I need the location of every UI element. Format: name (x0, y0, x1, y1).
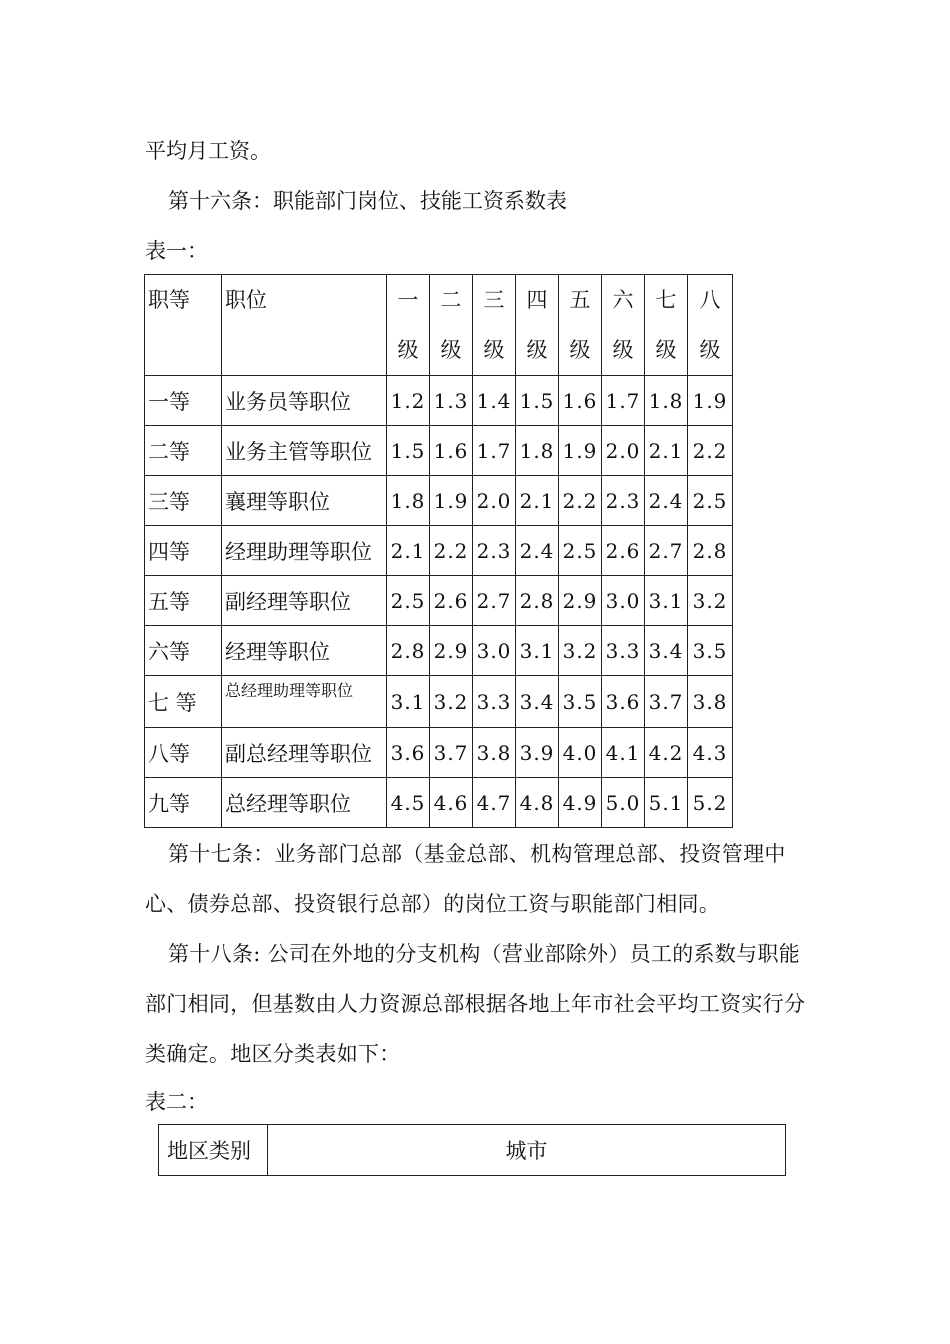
coefficient-cell: 2.2 (559, 476, 602, 526)
table-row (145, 728, 733, 778)
position-cell: 业务主管等职位 (222, 426, 387, 476)
position-cell: 经理助理等职位 (222, 526, 387, 576)
coefficient-cell: 1.4 (473, 376, 516, 426)
coefficient-cell: 3.5 (688, 626, 733, 676)
coefficient-cell: 2.2 (430, 526, 473, 576)
coefficient-cell: 4.8 (516, 778, 559, 828)
coefficient-cell: 2.9 (430, 626, 473, 676)
header-level-1 (387, 275, 430, 376)
coefficient-cell: 3.1 (387, 676, 430, 728)
coefficient-cell: 2.8 (387, 626, 430, 676)
coefficient-cell: 5.0 (602, 778, 645, 828)
position-cell: 襄理等职位 (222, 476, 387, 526)
level-suffix: 级 (655, 338, 677, 362)
coefficient-cell: 3.6 (387, 728, 430, 778)
level-number: 八 (699, 288, 721, 312)
coefficient-cell: 3.4 (645, 626, 688, 676)
coefficient-cell: 3.7 (430, 728, 473, 778)
coefficient-cell: 2.8 (688, 526, 733, 576)
level-suffix: 级 (397, 338, 419, 362)
coefficient-cell: 4.2 (645, 728, 688, 778)
rank-cell: 七 等 (145, 676, 222, 728)
coefficient-cell: 2.1 (387, 526, 430, 576)
salary-coefficient-table-body (145, 275, 733, 828)
coefficient-cell: 2.9 (559, 576, 602, 626)
article-17-paragraph: 第十七条：业务部门总部（基金总部、机构管理总部、投资管理中心、债券总部、投资银行总部）的岗位工资与职能部门相同。 (145, 842, 786, 916)
coefficient-cell: 5.1 (645, 778, 688, 828)
coefficient-cell: 2.7 (645, 526, 688, 576)
rank-cell: 六等 (145, 626, 222, 676)
coefficient-cell: 2.6 (602, 526, 645, 576)
header-level-6 (602, 275, 645, 376)
coefficient-cell: 1.9 (688, 376, 733, 426)
coefficient-cell: 4.3 (688, 728, 733, 778)
coefficient-cell: 2.3 (602, 476, 645, 526)
table-row (145, 676, 733, 728)
rank-cell: 一等 (145, 376, 222, 426)
coefficient-cell: 4.1 (602, 728, 645, 778)
level-suffix: 级 (483, 338, 505, 362)
coefficient-cell: 3.2 (688, 576, 733, 626)
coefficient-cell: 1.3 (430, 376, 473, 426)
rank-cell: 五等 (145, 576, 222, 626)
coefficient-cell: 4.5 (387, 778, 430, 828)
header-rank (145, 275, 222, 376)
coefficient-cell: 4.0 (559, 728, 602, 778)
coefficient-cell: 2.2 (688, 426, 733, 476)
position-cell: 业务员等职位 (222, 376, 387, 426)
header-level-4 (516, 275, 559, 376)
coefficient-cell: 4.9 (559, 778, 602, 828)
article-18-paragraph: 第十八条: 公司在外地的分支机构（营业部除外）员工的系数与职能部门相同，但基数由人力资源总部根据各地上年市社会平均工资实行分类确定。地区分类表如下： (145, 942, 806, 1066)
coefficient-cell: 2.5 (688, 476, 733, 526)
rank-cell: 三等 (145, 476, 222, 526)
position-cell: 总经理助理等职位 (222, 676, 387, 728)
header-rank-label: 职等 (148, 288, 190, 312)
header-region-category: 地区类别 (159, 1125, 268, 1176)
rank-cell: 九等 (145, 778, 222, 828)
position-cell: 总经理等职位 (222, 778, 387, 828)
level-number: 五 (569, 288, 591, 312)
level-number: 四 (526, 288, 548, 312)
paragraph-intro: 平均月工资。 (145, 139, 271, 163)
table-row (145, 526, 733, 576)
coefficient-cell: 3.0 (602, 576, 645, 626)
table-row (145, 476, 733, 526)
header-level-7 (645, 275, 688, 376)
coefficient-cell: 3.5 (559, 676, 602, 728)
table-row (145, 376, 733, 426)
salary-coefficient-table (144, 274, 733, 828)
coefficient-cell: 1.5 (387, 426, 430, 476)
coefficient-cell: 2.4 (645, 476, 688, 526)
coefficient-cell: 4.6 (430, 778, 473, 828)
table-header-row (145, 275, 733, 376)
coefficient-cell: 3.6 (602, 676, 645, 728)
coefficient-cell: 1.7 (473, 426, 516, 476)
level-number: 三 (483, 288, 505, 312)
coefficient-cell: 3.1 (516, 626, 559, 676)
coefficient-cell: 3.1 (645, 576, 688, 626)
coefficient-cell: 2.3 (473, 526, 516, 576)
level-suffix: 级 (440, 338, 462, 362)
coefficient-cell: 1.8 (645, 376, 688, 426)
coefficient-cell: 2.1 (516, 476, 559, 526)
level-suffix: 级 (699, 338, 721, 362)
position-cell: 经理等职位 (222, 626, 387, 676)
table-row (145, 626, 733, 676)
header-level-8 (688, 275, 733, 376)
region-category-table (158, 1124, 786, 1176)
coefficient-cell: 3.8 (688, 676, 733, 728)
table2-label: 表二： (145, 1090, 208, 1114)
coefficient-cell: 1.8 (516, 426, 559, 476)
coefficient-cell: 3.4 (516, 676, 559, 728)
coefficient-cell: 2.0 (473, 476, 516, 526)
coefficient-cell: 2.6 (430, 576, 473, 626)
position-cell: 副总经理等职位 (222, 728, 387, 778)
table1-label: 表一： (145, 239, 208, 263)
coefficient-cell: 2.0 (602, 426, 645, 476)
header-level-5 (559, 275, 602, 376)
level-suffix: 级 (569, 338, 591, 362)
coefficient-cell: 1.2 (387, 376, 430, 426)
header-level-2 (430, 275, 473, 376)
position-cell: 副经理等职位 (222, 576, 387, 626)
level-number: 六 (612, 288, 634, 312)
coefficient-cell: 3.2 (559, 626, 602, 676)
coefficient-cell: 1.9 (559, 426, 602, 476)
coefficient-cell: 1.7 (602, 376, 645, 426)
table-row (145, 576, 733, 626)
coefficient-cell: 2.5 (387, 576, 430, 626)
coefficient-cell: 5.2 (688, 778, 733, 828)
coefficient-cell: 1.6 (559, 376, 602, 426)
coefficient-cell: 1.5 (516, 376, 559, 426)
level-suffix: 级 (612, 338, 634, 362)
rank-cell: 八等 (145, 728, 222, 778)
coefficient-cell: 3.2 (430, 676, 473, 728)
coefficient-cell: 3.9 (516, 728, 559, 778)
coefficient-cell: 2.7 (473, 576, 516, 626)
coefficient-cell: 4.7 (473, 778, 516, 828)
rank-cell: 四等 (145, 526, 222, 576)
coefficient-cell: 2.8 (516, 576, 559, 626)
table-row (145, 426, 733, 476)
coefficient-cell: 1.8 (387, 476, 430, 526)
coefficient-cell: 2.1 (645, 426, 688, 476)
coefficient-cell: 3.3 (602, 626, 645, 676)
coefficient-cell: 3.8 (473, 728, 516, 778)
header-position-label: 职位 (225, 288, 267, 312)
header-level-3 (473, 275, 516, 376)
level-number: 七 (655, 288, 677, 312)
coefficient-cell: 3.3 (473, 676, 516, 728)
header-city: 城市 (268, 1125, 786, 1176)
coefficient-cell: 3.0 (473, 626, 516, 676)
header-position (222, 275, 387, 376)
rank-cell: 二等 (145, 426, 222, 476)
coefficient-cell: 2.5 (559, 526, 602, 576)
level-number: 一 (397, 288, 419, 312)
coefficient-cell: 1.9 (430, 476, 473, 526)
coefficient-cell: 2.4 (516, 526, 559, 576)
coefficient-cell: 3.7 (645, 676, 688, 728)
level-number: 二 (440, 288, 462, 312)
coefficient-cell: 1.6 (430, 426, 473, 476)
level-suffix: 级 (526, 338, 548, 362)
table-row (145, 778, 733, 828)
article-16-heading: 第十六条：职能部门岗位、技能工资系数表 (168, 189, 567, 213)
table-header-row (159, 1125, 786, 1176)
